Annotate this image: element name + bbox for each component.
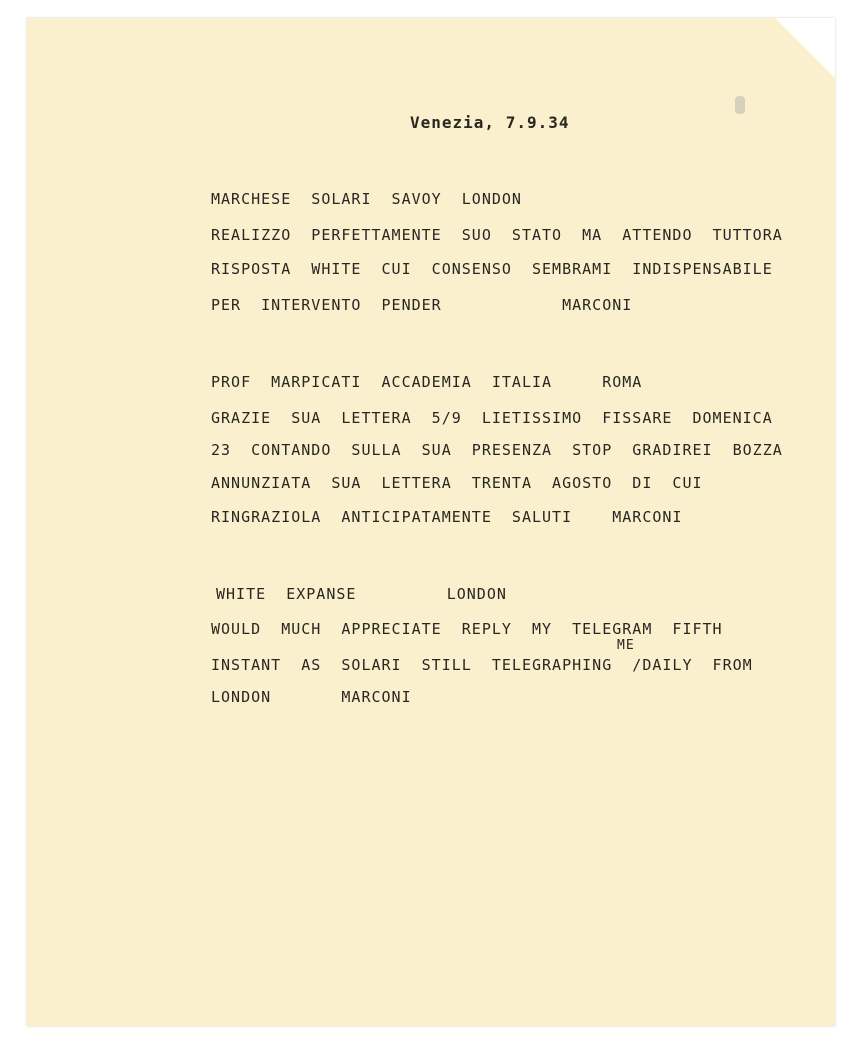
telegram-1-address: MARCHESE SOLARI SAVOY LONDON <box>211 190 522 208</box>
folded-corner <box>775 18 835 78</box>
telegram-3-text-line-1: WOULD MUCH APPRECIATE REPLY MY TELEGRAM FIFTH <box>211 620 723 638</box>
telegram-2-text-line-4: RINGRAZIOLA ANTICIPATAMENTE SALUTI MARCONI <box>211 508 683 526</box>
telegram-3-insertion: ME <box>617 638 635 653</box>
telegram-1-text-line-1: REALIZZO PERFETTAMENTE SUO STATO MA ATTENDO TUTTORA <box>211 226 783 244</box>
telegram-1-text-line-3: PER INTERVENTO PENDER MARCONI <box>211 296 633 314</box>
paper-stain <box>735 96 745 114</box>
telegram-2-address: PROF MARPICATI ACCADEMIA ITALIA ROMA <box>211 373 643 391</box>
telegram-2-text-line-1: GRAZIE SUA LETTERA 5/9 LIETISSIMO FISSARE DOMENICA <box>211 409 773 427</box>
letter-date: Venezia, 7.9.34 <box>410 113 570 132</box>
telegram-3-address: WHITE EXPANSE LONDON <box>216 585 507 603</box>
telegram-1-text-line-2: RISPOSTA WHITE CUI CONSENSO SEMBRAMI INDISPENSABILE <box>211 260 773 278</box>
telegram-3-text-line-2: INSTANT AS SOLARI STILL TELEGRAPHING /DAILY FROM <box>211 656 753 674</box>
telegram-2-text-line-3: ANNUNZIATA SUA LETTERA TRENTA AGOSTO DI CUI <box>211 474 703 492</box>
telegram-3-text-line-3: LONDON MARCONI <box>211 688 412 706</box>
telegram-2-text-line-2: 23 CONTANDO SULLA SUA PRESENZA STOP GRADIREI BOZZA <box>211 441 783 459</box>
